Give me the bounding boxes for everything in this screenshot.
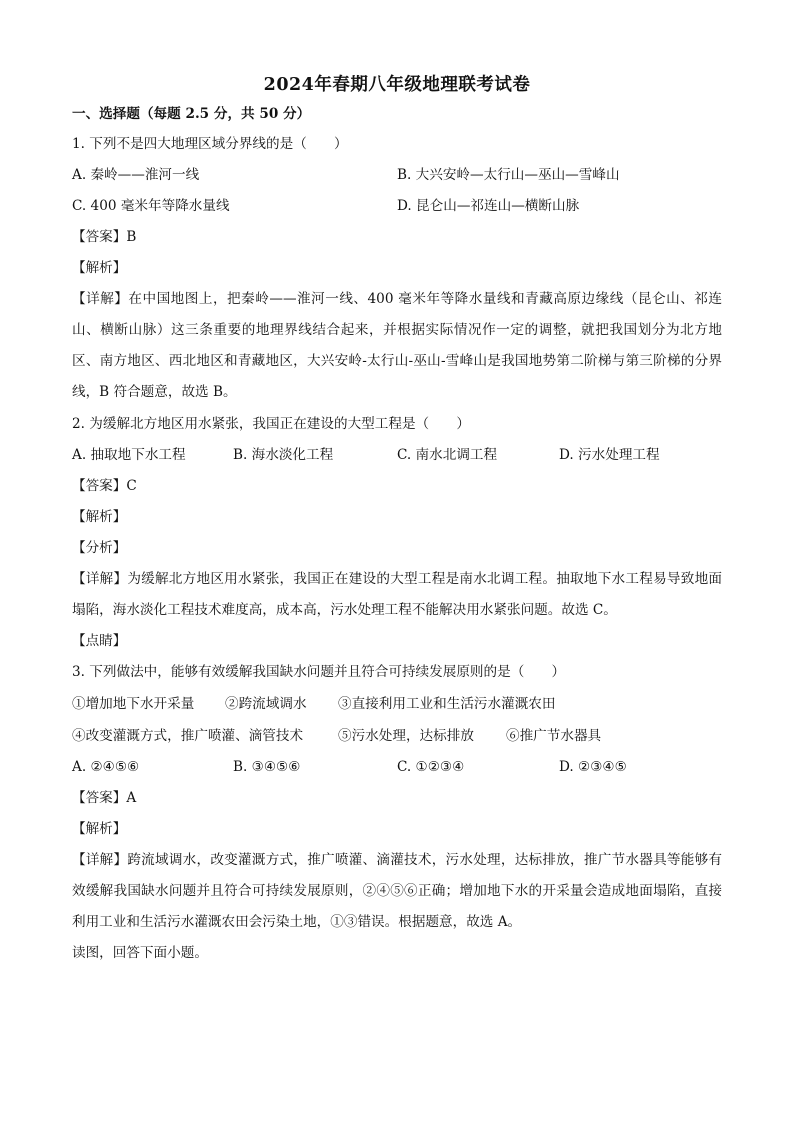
q3-analysis-label: 【解析】 [72, 821, 127, 837]
q2-answer: 【答案】C [72, 478, 137, 494]
q3-item-5: ⑤污水处理，达标排放 [338, 728, 474, 744]
q3-option-d: D. ②③④⑤ [559, 759, 627, 775]
question-2-stem: 2. 为缓解北方地区用水紧张，我国正在建设的大型工程是（ ） [72, 416, 470, 432]
page-title: 2024年春期八年级地理联考试卷 [263, 75, 531, 95]
q1-option-a: A. 秦岭——淮河一线 [72, 167, 200, 183]
question-1-stem: 1. 下列不是四大地理区域分界线的是（ ） [72, 136, 348, 152]
q3-option-c: C. ①②③④ [397, 759, 465, 775]
q2-detail: 【详解】为缓解北方地区用水紧张，我国正在建设的大型工程是南水北调工程。抽取地下水工程易导致地面塌陷，海水淡化工程技术难度高，成本高，污水处理工程不能解决用水紧张问题。故选 C。 [72, 571, 722, 618]
q3-item-6: ⑥推广节水器具 [506, 728, 602, 744]
q2-option-a: A. 抽取地下水工程 [72, 447, 186, 463]
q3-item-2: ②跨流域调水 [225, 696, 307, 712]
q3-item-3: ③直接利用工业和生活污水灌溉农田 [338, 696, 556, 712]
q1-detail: 【详解】在中国地图上，把秦岭——淮河一线、400 毫米年等降水量线和青藏高原边缘线（昆仑山、祁连山、横断山脉）这三条重要的地理界线结合起来，并根据实际情况作一定的调整，就把我国划分为北方地区、南方地区、西北地区和青藏地区，大兴安岭-太行山-巫山-雪峰山是我国地势第二阶梯与第三阶梯的分界线，B 符合题意，故选 B。 [72, 291, 722, 400]
q2-option-b: B. 海水淡化工程 [233, 447, 334, 463]
q1-analysis-label: 【解析】 [72, 260, 127, 276]
question-3-stem: 3. 下列做法中，能够有效缓解我国缺水问题并且符合可持续发展原则的是（ ） [72, 664, 566, 680]
q2-dianjing-label: 【点睛】 [72, 633, 127, 649]
q3-answer: 【答案】A [72, 790, 137, 806]
q2-option-d: D. 污水处理工程 [559, 447, 660, 463]
q3-option-a: A. ②④⑤⑥ [72, 759, 140, 775]
section-heading: 一、选择题（每题 2.5 分，共 50 分） [72, 106, 311, 122]
read-map-instruction: 读图，回答下面小题。 [72, 945, 208, 961]
q2-option-c: C. 南水北调工程 [397, 447, 498, 463]
q1-option-b: B. 大兴安岭—太行山—巫山—雪峰山 [397, 167, 620, 183]
q1-answer: 【答案】B [72, 229, 137, 245]
q1-option-c: C. 400 毫米年等降水量线 [72, 198, 230, 214]
q2-analysis-label: 【解析】 [72, 509, 127, 525]
q3-item-4: ④改变灌溉方式，推广喷灌、滴管技术 [72, 728, 304, 744]
q3-item-1: ①增加地下水开采量 [72, 696, 195, 712]
q3-option-b: B. ③④⑤⑥ [233, 759, 301, 775]
q1-option-d: D. 昆仑山—祁连山—横断山脉 [397, 198, 580, 214]
q3-detail: 【详解】跨流域调水，改变灌溉方式，推广喷灌、滴灌技术，污水处理，达标排放，推广节水器具等能够有效缓解我国缺水问题并且符合可持续发展原则，②④⑤⑥正确；增加地下水的开采量会造成地面塌陷，直接利用工业和生活污水灌溉农田会污染土地，①③错误。根据题意，故选 A。 [72, 852, 722, 930]
q2-fenxi-label: 【分析】 [72, 540, 127, 556]
